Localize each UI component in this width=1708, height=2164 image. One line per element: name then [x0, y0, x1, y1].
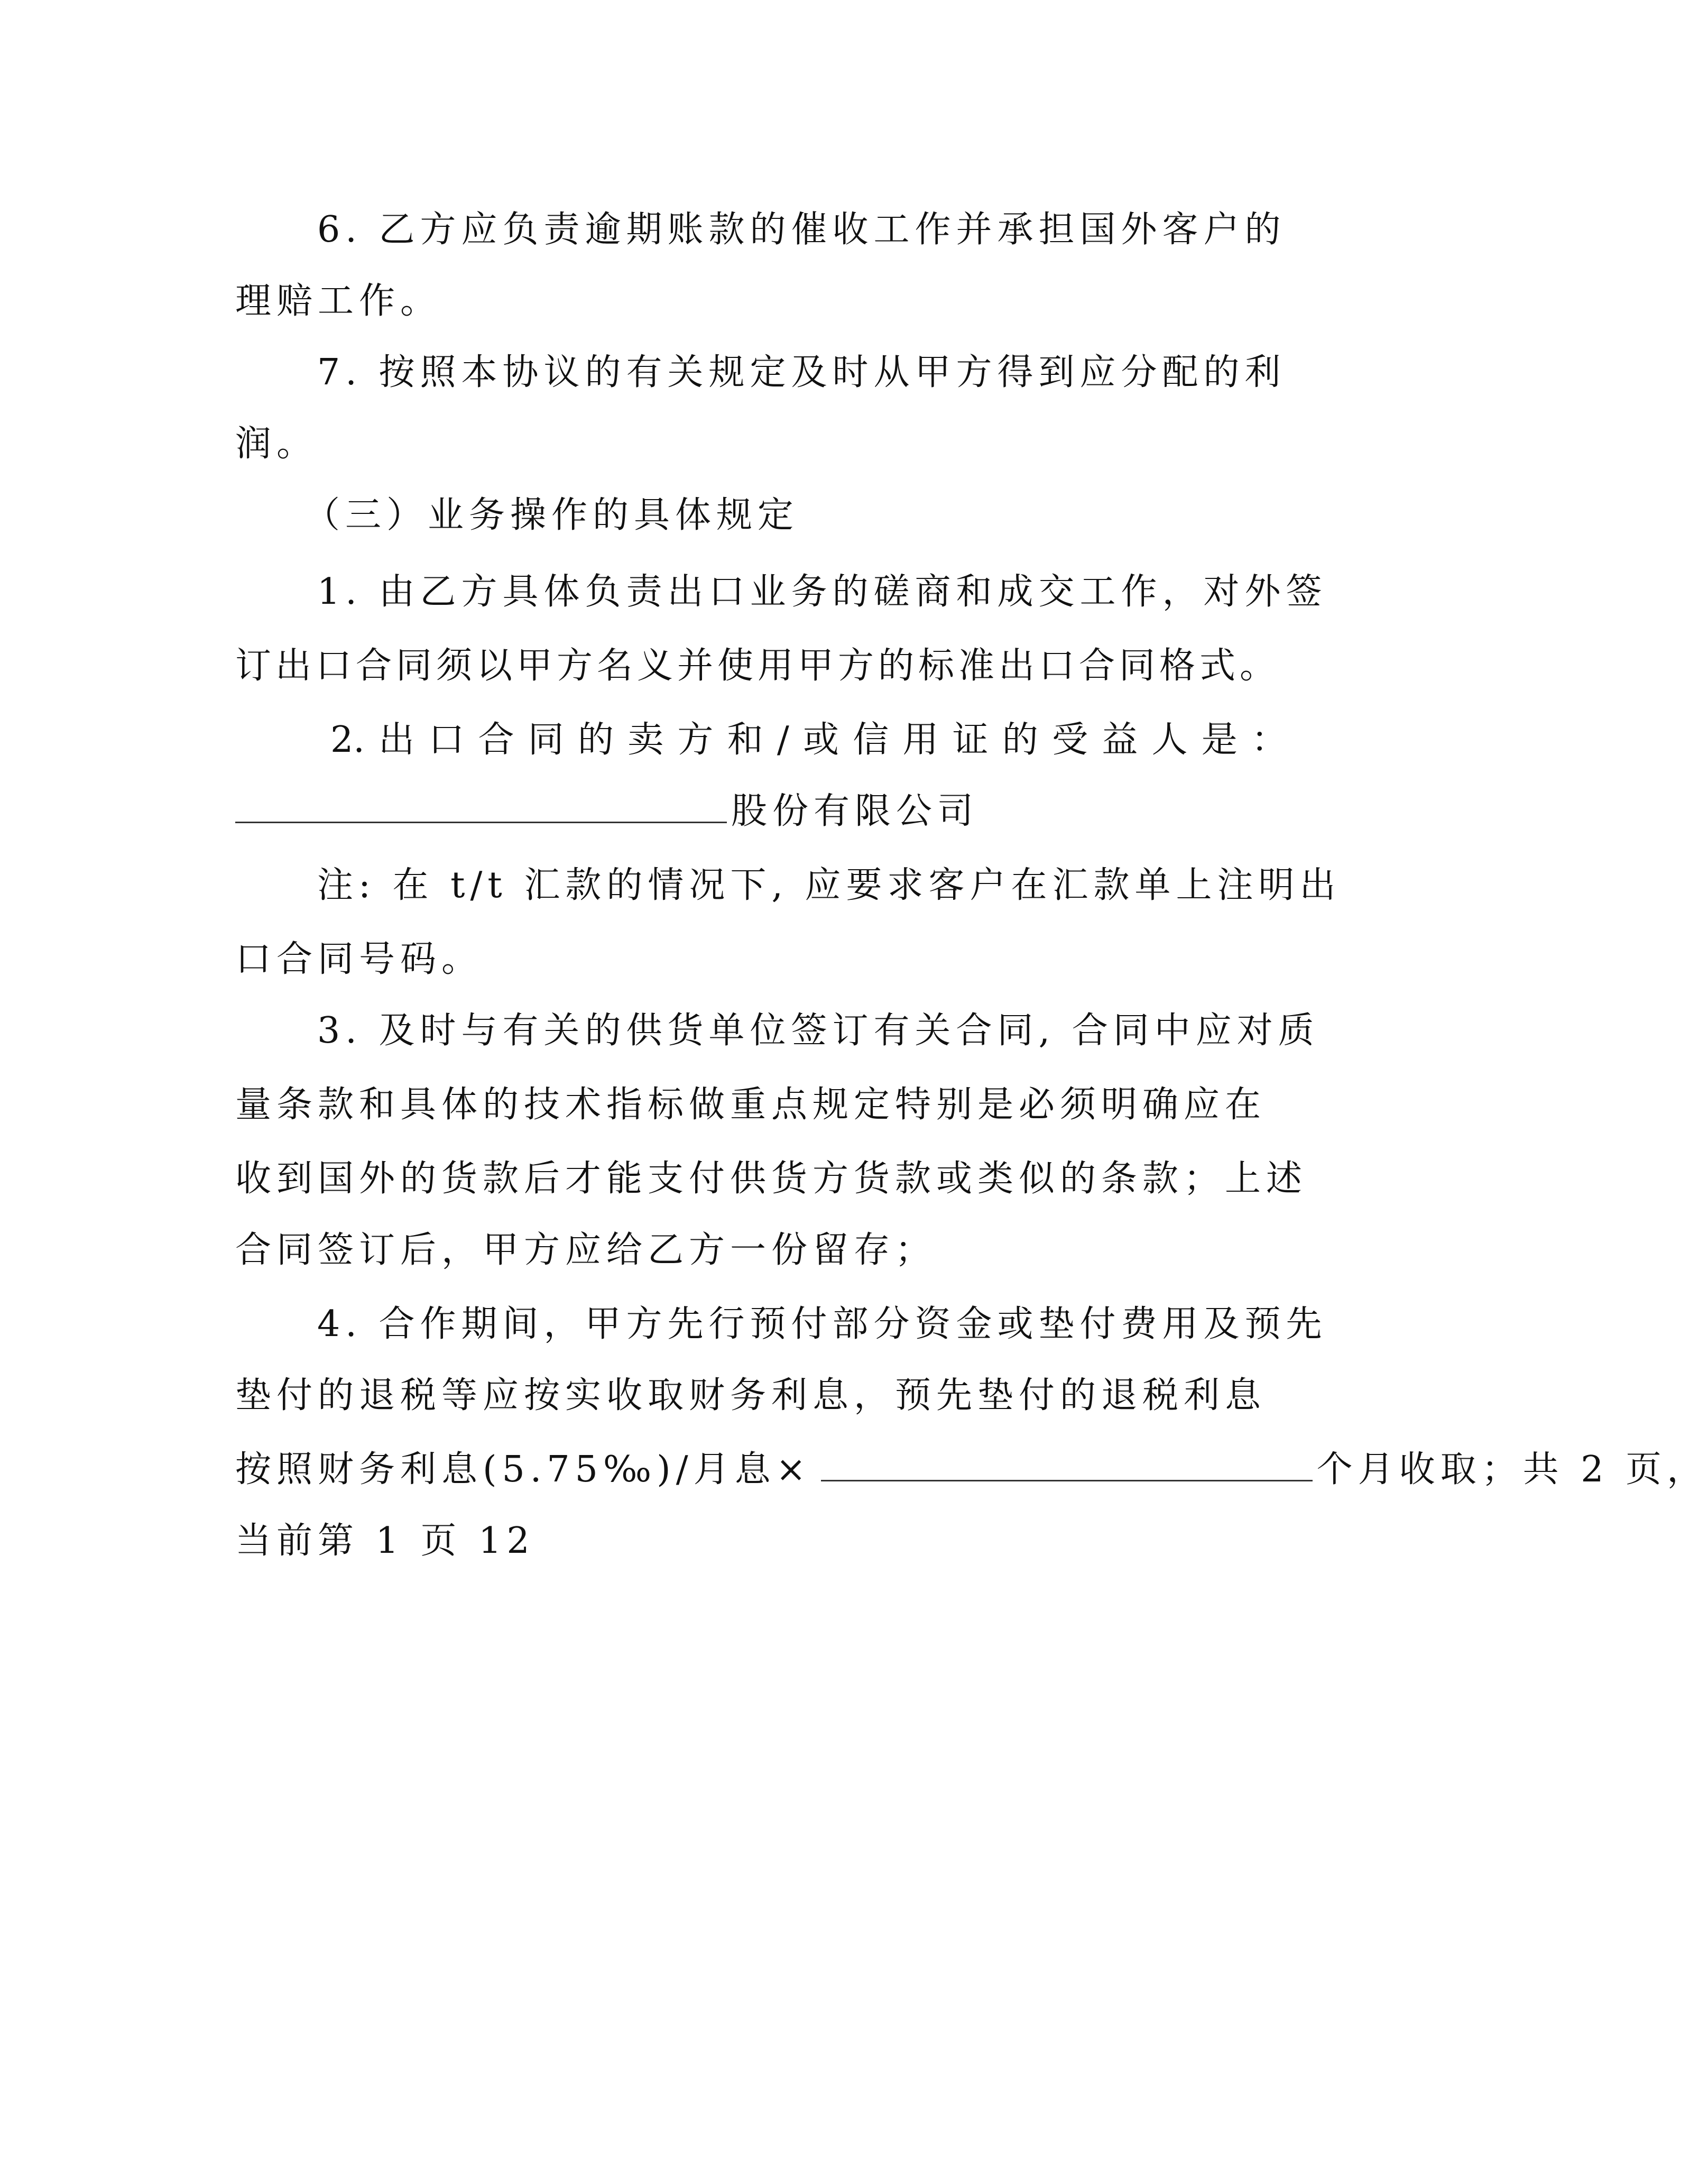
rule-2-char: / [777, 719, 789, 761]
rule-3-line-2: 量条款和具体的技术指标做重点规定特别是必须明确应在 [235, 1084, 1267, 1126]
rule-2-line-1 [330, 716, 1287, 764]
rule-1-line-1: 1. 由乙方具体负责出口业务的磋商和成交工作，对外签 [317, 571, 1327, 613]
rule-2-char: 方 [677, 719, 714, 761]
note-line-2: 口合同号码。 [235, 938, 483, 980]
section-3-heading: （三）业务操作的具体规定 [304, 494, 799, 536]
rule-2-char: 受 [1052, 719, 1088, 761]
rule-2-char: 或 [802, 719, 839, 761]
rule-2-char: 的 [577, 719, 614, 761]
rule-2-char: 口 [428, 719, 465, 761]
rule-2-char: 同 [528, 719, 564, 761]
rule-2-char: 证 [952, 719, 989, 761]
rule-4-line-1: 4. 合作期间，甲方先行预付部分资金或垫付费用及预先 [317, 1303, 1327, 1345]
rule-2-line-2 [235, 788, 978, 835]
rule-2-char: 的 [1002, 719, 1038, 761]
rule-4-line-3-start: 按照财务利息(5.75‰)/月息× [235, 1449, 811, 1490]
rule-3-line-3: 收到国外的货款后才能支付供货方货款或类似的条款；上述 [235, 1158, 1308, 1200]
rule-2-char: 合 [478, 719, 514, 761]
month-count-blank [821, 1447, 1313, 1481]
rule-2-char: 2. [330, 719, 365, 761]
rule-2-char: 是 [1201, 719, 1238, 761]
rule-4-line-3-end: 个月收取；共 2 页， [1316, 1449, 1708, 1490]
rule-3-line-4: 合同签订后，甲方应给乙方一份留存； [235, 1229, 937, 1271]
rule-2-char: 信 [853, 719, 889, 761]
note-line-1: 注: 在 t/t 汇款的情况下, 应要求客户在汇款单上注明出 [317, 864, 1341, 906]
item-7-line-1: 7. 按照本协议的有关规定及时从甲方得到应分配的利 [317, 352, 1286, 393]
rule-1-line-2: 订出口合同须以甲方名义并使用甲方的标准出口合同格式。 [235, 645, 1280, 687]
item-6-line-2: 理赔工作。 [235, 280, 442, 322]
rule-3-line-1: 3. 及时与有关的供货单位签订有关合同, 合同中应对质 [317, 1010, 1319, 1052]
rule-2-char: ： [1251, 719, 1287, 761]
rule-2-char: 用 [902, 719, 939, 761]
company-name-blank [235, 789, 727, 823]
item-7-line-2: 润。 [235, 423, 318, 465]
rule-4-line-3 [235, 1446, 1708, 1494]
rule-2-char: 益 [1102, 719, 1138, 761]
rule-2-char: 卖 [627, 719, 664, 761]
rule-2-char: 出 [378, 719, 415, 761]
rule-2-char: 和 [727, 719, 763, 761]
rule-4-line-2: 垫付的退税等应按实收取财务利息，预先垫付的退税利息 [235, 1375, 1267, 1416]
company-suffix: 股份有限公司 [731, 790, 979, 832]
rule-2-char: 人 [1151, 719, 1188, 761]
item-6-line-1: 6. 乙方应负责逾期账款的催收工作并承担国外客户的 [317, 209, 1286, 251]
page-footer: 当前第 1 页 12 [235, 1520, 535, 1562]
